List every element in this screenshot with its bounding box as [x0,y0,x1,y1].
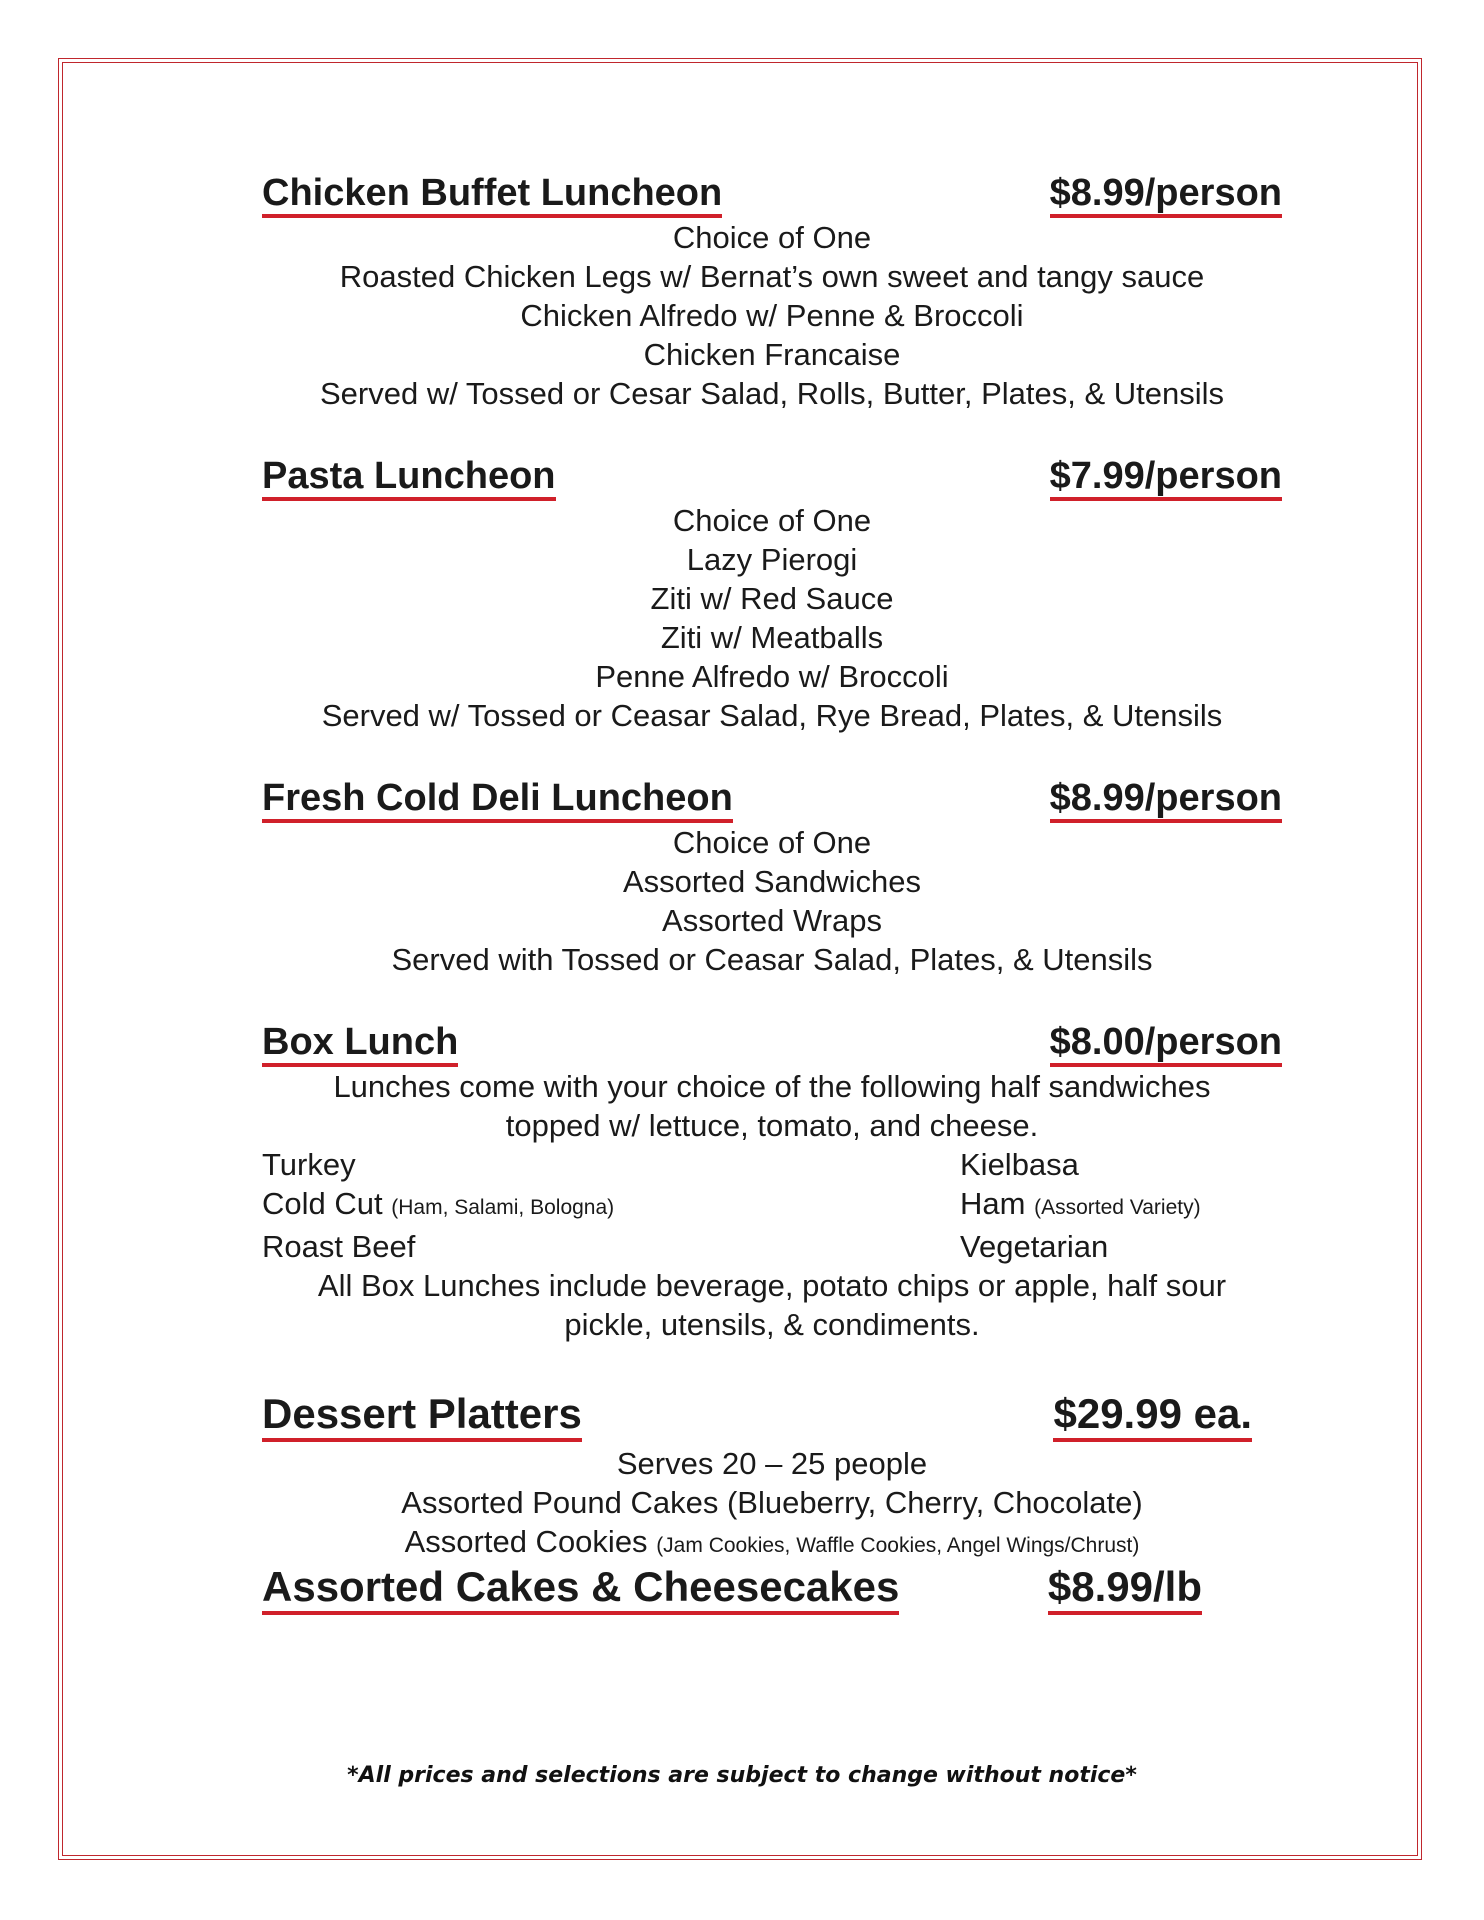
menu-line: Chicken Francaise [643,337,901,372]
menu-line: pickle, utensils, & condiments. [564,1307,980,1342]
menu-line: Lazy Pierogi [686,542,858,577]
menu-line: Assorted Pound Cakes (Blueberry, Cherry, Chocolate) [401,1485,1143,1520]
section-price: $8.99/lb [1048,1564,1202,1615]
section-title: Box Lunch [262,1022,458,1067]
section-price: $7.99/person [1050,456,1282,501]
menu-line: Ziti w/ Meatballs [660,620,884,655]
section-header [262,172,1282,218]
section-title: Pasta Luncheon [262,456,556,501]
section-box-lunch [262,1021,1282,1344]
menu-line: Choice of One [672,503,872,538]
menu-line: Assorted Sandwiches [622,864,922,899]
sandwich-option: Roast Beef [262,1229,416,1264]
menu-line: Served w/ Tossed or Ceasar Salad, Rye Bread, Plates, & Utensils [321,698,1223,733]
menu-line: Served with Tossed or Ceasar Salad, Plates, & Utensils [391,942,1153,977]
section-cold-deli [262,777,1282,979]
sandwich-note: (Assorted Variety) [1034,1196,1201,1219]
section-header [262,1392,1252,1442]
section-price: $29.99 ea. [1053,1391,1252,1442]
section-title: Dessert Platters [262,1391,582,1442]
section-title: Chicken Buffet Luncheon [262,173,722,218]
sandwich-option: Turkey [262,1147,356,1182]
section-cakes-header [262,1565,1202,1615]
disclaimer-footer: *All prices and selections are subject to change without notice* [347,1763,1137,1788]
section-header [262,777,1282,823]
menu-line: Served w/ Tossed or Cesar Salad, Rolls, Butter, Plates, & Utensils [320,376,1224,411]
sandwich-options-row [262,1184,1282,1227]
menu-content [262,172,1282,1615]
sandwich-note: (Ham, Salami, Bologna) [391,1196,615,1219]
menu-line: Serves 20 – 25 people [616,1446,928,1481]
section-price: $8.99/person [1050,778,1282,823]
menu-line: topped w/ lettuce, tomato, and cheese. [505,1108,1039,1143]
menu-line: Roasted Chicken Legs w/ Bernat’s own sweet and tangy sauce [339,259,1205,294]
menu-line: Choice of One [672,825,872,860]
section-header [262,1021,1282,1067]
menu-line: Choice of One [672,220,872,255]
menu-line: Assorted Wraps [662,903,882,938]
menu-line: Lunches come with your choice of the following half sandwiches [333,1069,1211,1104]
sandwich-options-row [262,1227,1282,1266]
section-price: $8.99/person [1050,173,1282,218]
section-dessert [262,1392,1282,1615]
section-title: Fresh Cold Deli Luncheon [262,778,733,823]
section-price: $8.00/person [1050,1022,1282,1067]
menu-line: All Box Lunches include beverage, potato chips or apple, half sour [317,1268,1227,1303]
menu-line: Penne Alfredo w/ Broccoli [595,659,949,694]
sandwich-option: Ham (Assorted Variety) [960,1186,1201,1221]
sandwich-option: Kielbasa [960,1147,1079,1182]
sandwich-options-row [262,1145,1282,1184]
section-header [262,455,1282,501]
menu-line: Chicken Alfredo w/ Penne & Broccoli [520,298,1024,333]
cookies-note: (Jam Cookies, Waffle Cookies, Angel Wings/Chrust) [656,1534,1140,1557]
section-title: Assorted Cakes & Cheesecakes [262,1564,899,1615]
sandwich-option: Vegetarian [960,1229,1109,1264]
section-chicken-buffet [262,172,1282,413]
menu-line: Assorted Cookies (Jam Cookies, Waffle Cookies, Angel Wings/Chrust) [404,1524,1140,1559]
sandwich-option: Cold Cut (Ham, Salami, Bologna) [262,1186,615,1221]
section-pasta [262,455,1282,735]
menu-line: Ziti w/ Red Sauce [650,581,894,616]
